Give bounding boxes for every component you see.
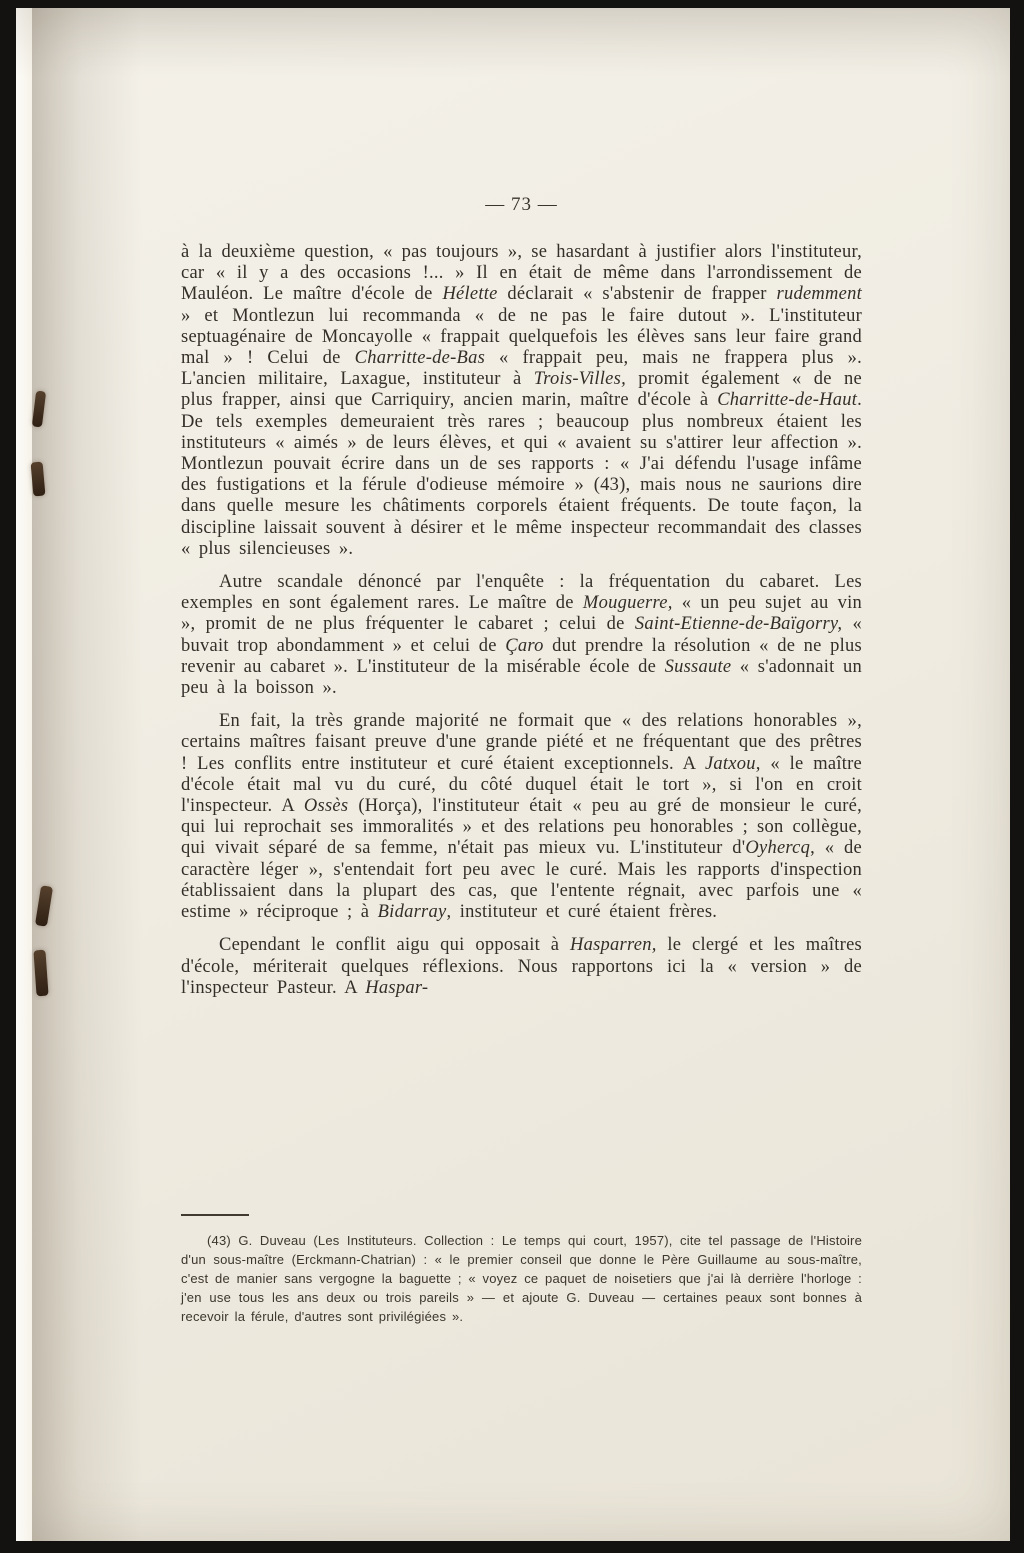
- footnote-block: [181, 1214, 862, 1326]
- page-number: — 73 —: [485, 194, 558, 215]
- top-shade: [16, 8, 1010, 78]
- body-text: [181, 242, 862, 999]
- footnote-text: (43) G. Duveau (Les Instituteurs. Collection : Le temps qui court, 1957), cite tel passage de l'Histoire d'un sous-maître (Erckmann-Chatrian) : « le premier conseil que donne le Père Guillaume au sous-maître, c'est de manier sans vergogne la baguette ; « voyez ce paquet de noisetiers que j'ai là derrière l'horloge : j'en use tous les ans deux ou trois pareils » — et ajoute G. Duveau — certaines peaux sont bonnes à recevoir la férule, d'autres sont privilégiées ».: [181, 1233, 862, 1324]
- paragraph: Autre scandale dénoncé par l'enquête : la fréquentation du cabaret. Les exemples en sont également rares. Le maître de Mouguerre, « un peu sujet au vin », promit de ne plus fréquenter le cabaret ; celui de Saint-Etienne-de-Baïgorry, « buvait trop abondamment » et celui de Çaro dut prendre la résolution « de ne plus revenir au cabaret ». L'instituteur de la misérable école de Sussaute « s'adonnait un peu à la boisson ».: [181, 572, 862, 699]
- binding-shadow: [32, 8, 142, 1541]
- paragraph: En fait, la très grande majorité ne formait que « des relations honorables », certains maîtres faisant preuve d'une grande piété et ne fréquentant que des prêtres ! Les conflits entre instituteur et curé étaient exceptionnels. A Jatxou, « le maître d'école était mal vu du curé, du côté duquel était le tort », si l'on en croit l'inspecteur. A Ossès (Horça), l'instituteur était « peu au gré de monsieur le curé, qui lui reprochait ses immoralités » et des relations peu honorables ; son collègue, qui vivait séparé de sa femme, n'était pas mieux vu. L'instituteur d'Oyhercq, « de caractère léger », s'entendait fort peu avec le curé. Mais les rapports d'inspection établissaient dans la plupart des cas, que l'entente régnait, avec parfois une « estime » réciproque ; à Bidarray, instituteur et curé étaient frères.: [181, 711, 862, 923]
- paper-edge-highlight: [16, 8, 32, 1541]
- paragraph: Cependant le conflit aigu qui opposait à Hasparren, le clergé et les maîtres d'école, mériterait quelques réflexions. Nous rapportons ici la « version » de l'inspecteur Pasteur. A Haspar-: [181, 935, 862, 998]
- page-content: [181, 194, 862, 1326]
- book-page: [16, 8, 1010, 1541]
- footnote-rule: [181, 1214, 249, 1216]
- paragraph: à la deuxième question, « pas toujours », se hasardant à justifier alors l'instituteur, car « il y a des occasions !... » Il en était de même dans l'arrondissement de Mauléon. Le maître d'école de Hélette déclarait « s'abstenir de frapper rudemment » et Montlezun lui recommanda « de ne pas le faire dutout ». L'instituteur septuagénaire de Moncayolle « frappait quelquefois les élèves sans leur faire grand mal » ! Celui de Charritte-de-Bas « frappait peu, mais ne frappera plus ». L'ancien militaire, Laxague, instituteur à Trois-Villes, promit également « de ne plus frapper, ainsi que Carriquiry, ancien marin, maître d'école à Charritte-de-Haut. De tels exemples demeuraient très rares ; beaucoup plus nombreux étaient les instituteurs « aimés » de leurs élèves, et qui « avaient su s'attirer leur affection ». Montlezun pouvait écrire dans un de ses rapports : « J'ai défendu l'usage infâme des fustigations et la férule d'odieuse mémoire » (43), mais nous ne saurions dire dans quelle mesure les châtiments corporels étaient fréquents. De toute façon, la discipline laissait souvent à désirer et le même inspecteur recommandait des classes « plus silencieuses ».: [181, 242, 862, 559]
